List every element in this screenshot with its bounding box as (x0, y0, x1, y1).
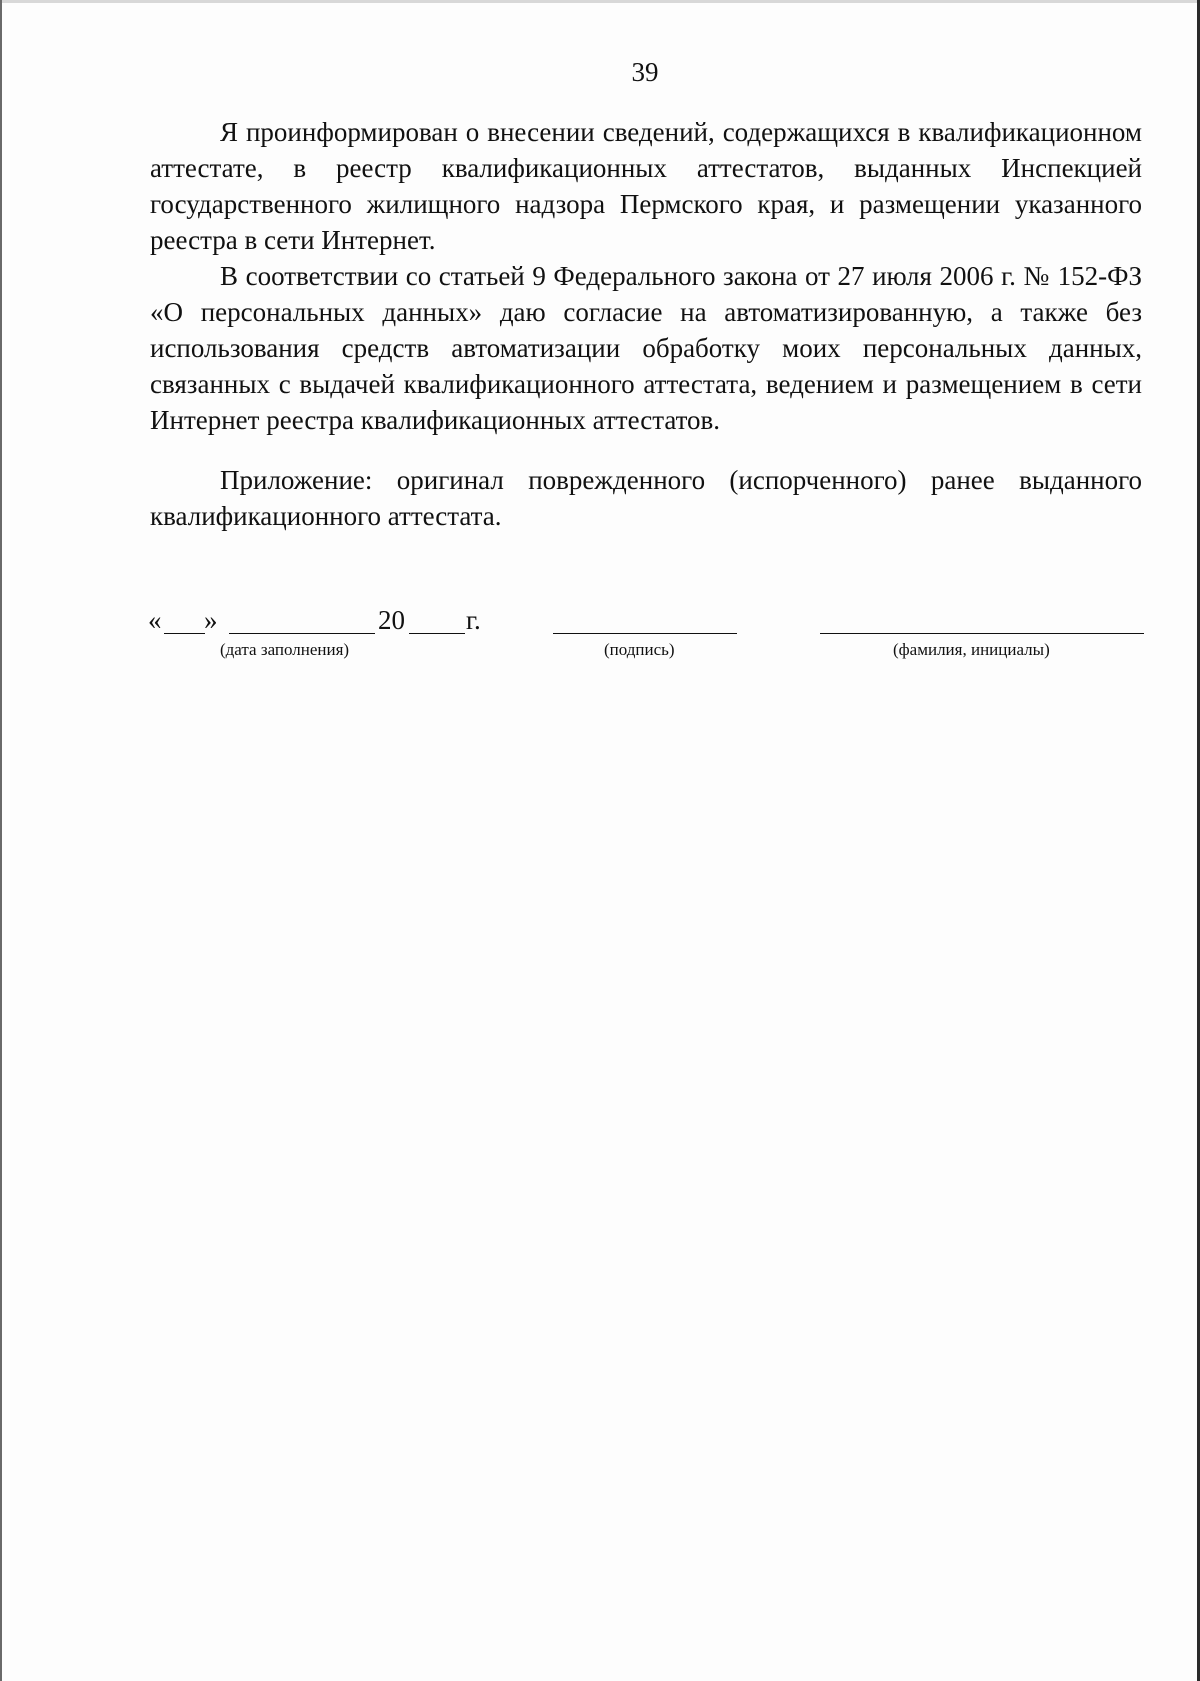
date-month-field[interactable] (229, 633, 375, 634)
date-quote-open: « (148, 605, 162, 635)
date-year-prefix: 20 (378, 605, 405, 635)
signature-caption: (подпись) (604, 640, 675, 659)
name-initials-field[interactable] (820, 633, 1144, 634)
signature-field[interactable] (553, 633, 737, 634)
name-initials-caption: (фамилия, инициалы) (893, 640, 1050, 659)
scan-edge-left (0, 0, 2, 1681)
date-year-suffix: г. (466, 605, 481, 635)
date-caption: (дата заполнения) (220, 640, 350, 659)
signature-block (0, 604, 1200, 674)
page-number: 39 (631, 57, 659, 87)
date-year-field[interactable] (409, 633, 465, 634)
date-day-field[interactable] (164, 633, 205, 634)
scan-edge-top (0, 0, 1200, 3)
paragraph-registry-notice: Я проинформирован о внесении сведений, содержащихся в квалификационном аттестате, в реестр квалификационных аттестатов, выданных Инспекцией государственного жилищного надзора Пермского края, и размещении указанного реестра в сети Интернет. (150, 117, 1142, 255)
paragraph-personal-data-consent: В соответствии со статьей 9 Федерального закона от 27 июля 2006 г. № 152-ФЗ «О персональных данных» даю согласие на автоматизированную, а также без использования средств автоматизации обработку моих персональных данных, связанных с выдачей квалификационного аттестата, ведением и размещением в сети Интернет реестра квалификационных аттестатов. (150, 261, 1142, 435)
date-quote-close: » (204, 605, 218, 635)
paragraph-attachment: Приложение: оригинал поврежденного (испорченного) ранее выданного квалификационного аттестата. (150, 465, 1142, 531)
